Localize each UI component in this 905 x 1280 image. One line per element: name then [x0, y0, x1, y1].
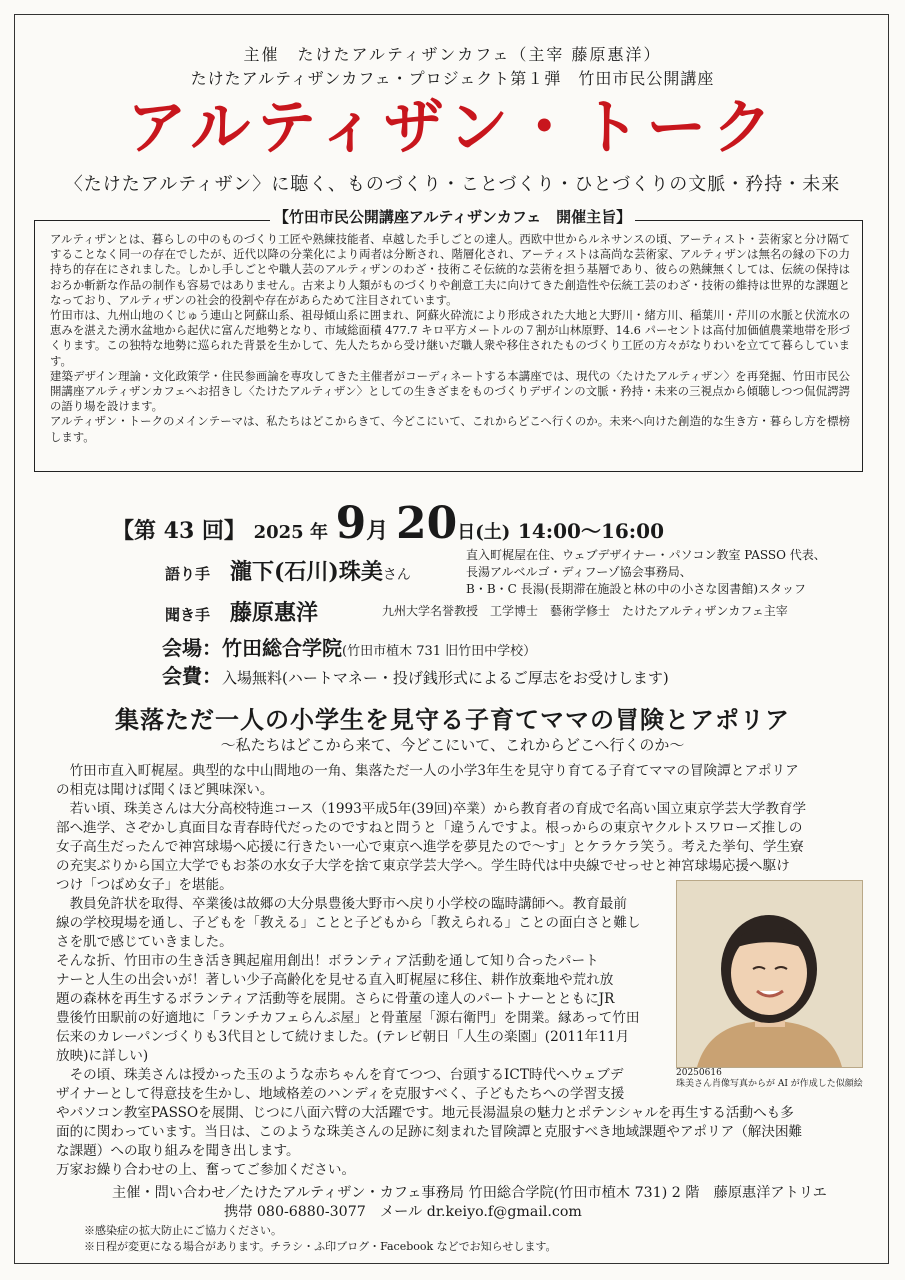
body-line: つけ「つばめ女子」を堪能。	[56, 877, 233, 893]
body-line: 題の森林を再生するボランティア活動等を展開。さらに骨董の達人のパートナーとともにJR	[56, 991, 615, 1007]
body-line: ナーと人生の出会いが！著しい少子高齢化を見せる直入町梶屋に移住、耕作放棄地や荒れ放	[56, 972, 614, 988]
main-subtitle: 〈たけたアルティザン〉に聴く、ものづくり・ことづくり・ひとづくりの文脈・矜持・未来	[64, 174, 841, 195]
listener-profile: 九州大学名誉教授 工学博士 藝術学修士 たけたアルティザンカフェ主宰	[382, 604, 788, 618]
purpose-paragraph: 建築デザイン理論・文化政策学・住民参画論を専攻してきた主催者がコーディネートする本講座では、現代の〈たけたアルティザン〉を再発掘、竹田市民公開講座アルティザンカフェへお招きし〈たけたアルティザン〉としての生きざまをものづくりデザインの文脈・矜持・未来の三視点から傾聴しつつ侃侃諤諤の語り場を設けます。	[50, 368, 850, 414]
body-line: ザイナーとして得意技を生かし、地域格差のハンディを克服すべく、子どもたちへの学習支援	[56, 1086, 625, 1102]
purpose-paragraph: 竹田市は、九州山地のくじゅう連山と阿蘇山系、祖母傾山系に囲まれ、阿蘇火砕流により形成された大地と大野川・緒方川、稲葉川・芹川の水脈と伏流水の恵みを湛えた湧水盆地から起伏に富んだ地勢となり、市域総面積 477.7 キロ平方メートルの７割が山林原野、14.6 パーセントは高付加価値農業地帯を形づくります。この独特な地勢に巡られた背景を生かして、先人たちから受け継いだ職人衆や移住されたものづくり工匠の方々がなりわいを立てて暮らしています。	[50, 308, 850, 368]
body-line: 線の学校現場を通し、子どもを「教える」ことと子どもから「教えられる」ことの面白さと難し	[56, 915, 641, 931]
body-line: 竹田市直入町梶屋。典型的な中山間地の一角、集落ただ一人の小学3年生を見守り育てる子育てママの冒険譚とアポリア	[56, 763, 799, 779]
body-line: その頃、珠美さんは授かった玉のような赤ちゃんを育てつつ、台頭するICT時代へウェブデ	[56, 1067, 624, 1083]
body-line: 教員免許状を取得、卒業後は故郷の大分県豊後大野市へ戻り小学校の臨時講師へ。教育最前	[56, 896, 627, 912]
portrait-caption: 20250616 珠美さん肖像写真からが AI が作成した似顔絵	[676, 1068, 863, 1089]
organizer-line: 主催 たけたアルティザンカフェ（主宰 藤原惠洋）	[243, 45, 662, 64]
body-line: 若い頃、珠美さんは大分高校特進コース（1993平成5年(39回)卒業）から教育者の育成で名高い国立東京学芸大学教育学	[56, 801, 807, 817]
event-day-unit: 日(土)	[457, 522, 511, 543]
event-year: 2025 年	[253, 522, 328, 543]
body-line: 放映)に詳しい)	[56, 1048, 149, 1064]
body-line: 豊後竹田駅前の好適地に「ランチカフェらんぷ屋」と骨董屋「源右衛門」を開業。縁あって竹田	[56, 1010, 640, 1026]
body-line: 部へ進学、さぞかし真面目な青春時代だったのですねと問うと「違うんですよ。根っからの東京ヤクルトスワローズ推しの	[56, 820, 803, 836]
venue: 会場：竹田総合学院(竹田市植木 731 旧竹田中学校）	[162, 636, 537, 660]
event-month: 9	[335, 498, 367, 549]
speaker-name: 瀧下(石川)珠美さん	[230, 559, 411, 585]
body-line: 女子高生だったんで神宮球場へ応援に行きたい一心で東京へ進学を夢見たので〜す」とケラケラ笑う。考えた挙句、学生寮	[56, 839, 804, 855]
purpose-paragraph: アルティザンとは、暮らしの中のものづくり工匠や熟練技能者、卓越した手しごとの達人。西欧中世からルネサンスの頃、アーティスト・芸術家と分け隔てすることなく同一の存在でしたが、近代以降の分業化により両者は分断され、階層化され、アーティストは高尚な芸術家、アルティザンは無名の縁の下の力持ち的存在にされました。しかし手しごとや職人芸のアルティザンのわざ・技術こそ伝統的な芸術を担う基層であり、彼らの熟練無くしては、伝統の保持はおろか斬新な作品の制作も容易ではありません。古来より人類がものづくりや創意工夫に向けてきた創造性や伝統工芸のわざ・技術の維持は世界的な課題となっており、アルティザンの社会的役割や存在があらためて注目されています。	[50, 232, 850, 307]
event-time: 14:00〜16:00	[517, 519, 665, 543]
body-line: 面的に関わっています。当日は、このような珠美さんの足跡に刻まれた冒険譚と克服すべき地域課題やアポリア（解決困難	[56, 1124, 803, 1140]
session-number: 【第 43 回】	[112, 518, 246, 544]
talk-title: 集落ただ一人の小学生を見守る子育てママの冒険とアポリア	[115, 705, 790, 734]
event-month-unit: 月	[366, 518, 389, 544]
talk-subtitle: 〜私たちはどこから来て、今どこにいて、これからどこへ行くのか〜	[220, 736, 685, 754]
purpose-body	[50, 232, 850, 445]
main-title: アルティザン・トーク	[126, 93, 779, 163]
body-line: の充実ぶりから国立大学でもお茶の水女子大学を捨て東京学芸大学へ。学生時代は中央線でせっせと神宮球場応援へ駆け	[56, 858, 790, 874]
listener-label: 聞き手	[165, 606, 211, 624]
listener-name: 藤原惠洋	[230, 600, 319, 626]
body-line: さを肌で感じていきました。	[56, 934, 233, 950]
speaker-profile: 直入町梶屋在住、ウェブデザイナー・パソコン教室 PASSO 代表、 長湯アルベルゴ・ディフーゾ協会事務局、 B・B・C 長湯(長期滞在施設と林の中の小さな図書館)スタッフ	[466, 548, 826, 596]
event-day: 20	[395, 498, 458, 549]
body-line: 万家お繰り合わせの上、奮ってご参加ください。	[56, 1162, 356, 1178]
speaker-label: 語り手	[165, 565, 211, 583]
portrait-illustration	[677, 881, 862, 1067]
purpose-paragraph: アルティザン・トークのメインテーマは、私たちはどこからきて、今どこにいて、これからどこへ行くのか。未来へ向けた創造的な生き方・暮らし方を標榜します。	[50, 414, 850, 444]
body-line: 伝来のカレーパンづくりも3代目として続けました。(テレビ朝日「人生の楽園」(2011年11月	[56, 1029, 630, 1045]
footer-phone-mail: 携帯 080-6880-3077 メール dr.keiyo.f@gmail.com	[224, 1204, 582, 1220]
footer-contact: 主催・問い合わせ／たけたアルティザン・カフェ事務局 竹田総合学院(竹田市植木 731) 2 階 藤原惠洋アトリエ	[112, 1185, 827, 1201]
footer-note: ※感染症の拡大防止にご協力ください。	[84, 1224, 282, 1237]
fee: 会費：入場無料(ハートマネー・投げ銭形式によるご厚志をお受けします)	[162, 664, 669, 688]
body-line: な課題）への取り組みを聞き出します。	[56, 1143, 300, 1159]
project-line: たけたアルティザンカフェ・プロジェクト第１弾 竹田市民公開講座	[190, 69, 715, 88]
body-line: やパソコン教室PASSOを展開、じつに八面六臂の大活躍です。地元長湯温泉の魅力とポテンシャルを再生する活動へも多	[56, 1105, 794, 1121]
event-date	[112, 498, 664, 549]
speaker-portrait	[676, 880, 863, 1068]
body-line: そんな折、竹田市の生き活き興起雇用創出！ボランティア活動を通して知り合ったパート	[56, 953, 599, 969]
footer-note: ※日程が変更になる場合があります。チラシ・ふ印ブログ・Facebook などでお知らせします。	[84, 1240, 557, 1253]
purpose-heading: 【竹田市民公開講座アルティザンカフェ 開催主旨】	[0, 206, 905, 227]
body-line: の相克は聞けば聞くほど興味深い。	[56, 782, 274, 798]
